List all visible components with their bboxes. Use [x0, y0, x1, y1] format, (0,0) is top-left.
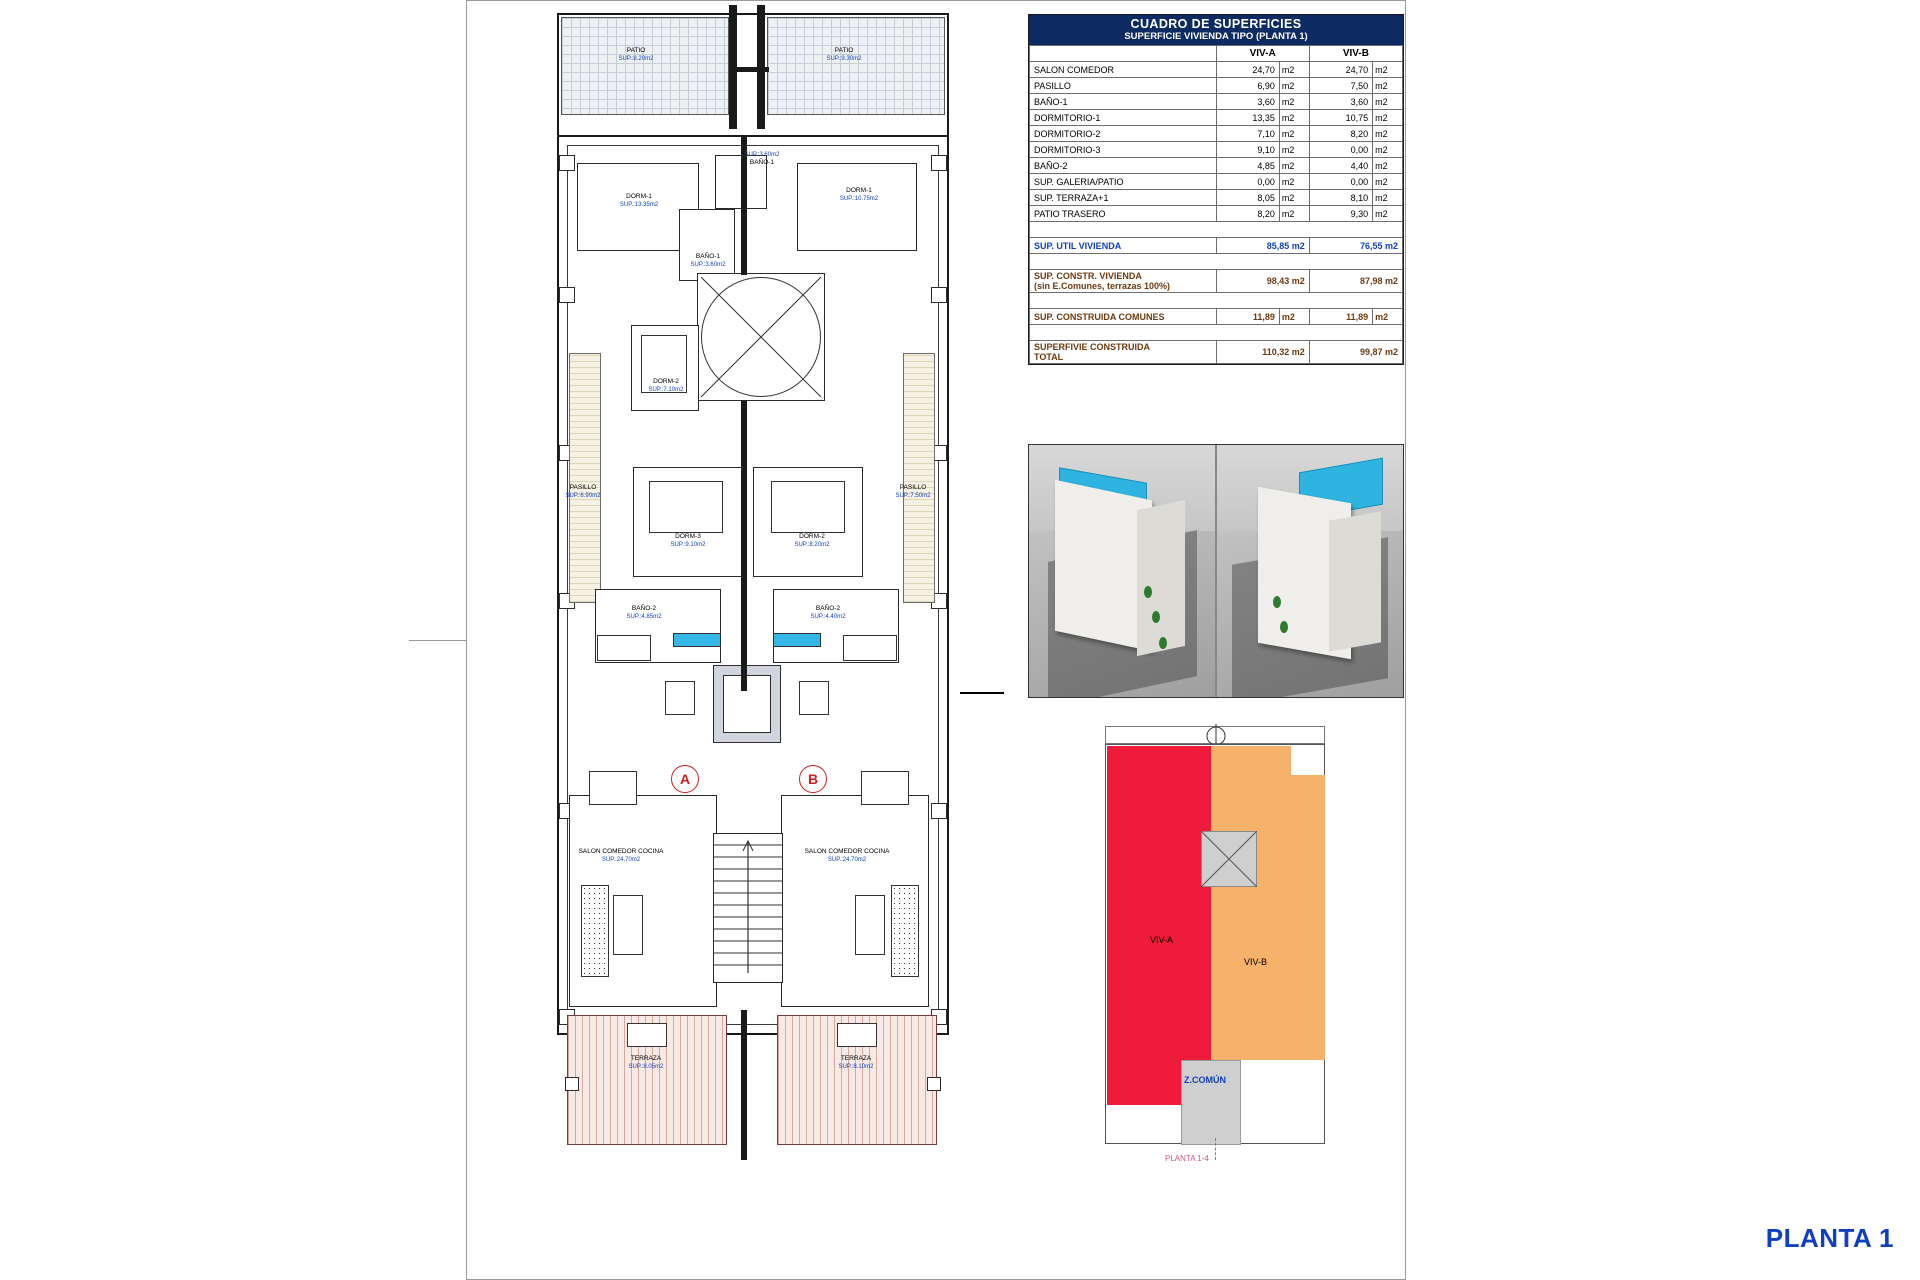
terrace-table-right [837, 1023, 877, 1047]
table-row: BAÑO-2 4,85 m2 4,40 m2 [1030, 158, 1403, 174]
key-plan-label-viv-b: VIV-B [1244, 957, 1268, 967]
kitchen-sink-right [773, 633, 821, 647]
render-image-right [1217, 445, 1403, 697]
terrace-table-left [627, 1023, 667, 1047]
dining-table-left [589, 771, 637, 805]
surfaces-table-grid [1029, 45, 1403, 364]
pillar [931, 803, 947, 819]
table-total-row-comunes: SUP. CONSTRUIDA COMUNES 11,89 m2 11,89 m2 [1030, 309, 1403, 325]
key-plan-zone-a-top [1107, 746, 1211, 776]
render-images [1028, 444, 1404, 698]
label-dorm-1-right: DORM-1 SUP.:10.75m2 [839, 187, 879, 202]
table-row: BAÑO-1 3,60 m2 3,60 m2 [1030, 94, 1403, 110]
wall-center-mid [741, 401, 747, 691]
key-plan-zone-b [1211, 775, 1325, 1060]
label-patio-left: PATIO SUP.:8.20m2 [618, 47, 654, 62]
kitchen-sink-left [673, 633, 721, 647]
coffee-table-left [613, 895, 643, 955]
total-label-1: SUPERFIVIE CONSTRUIDA [1034, 342, 1151, 352]
pillar [927, 1077, 941, 1091]
room-dorm-1-right [797, 163, 917, 251]
table-row: DORMITORIO-1 13,35 m2 10,75 m2 [1030, 110, 1403, 126]
wall-top-cross [729, 67, 769, 72]
label-dorm-2-right: DORM-2 SUP.:8.20m2 [794, 533, 830, 548]
label-bano-2-left: BAÑO-2 SUP.:4.85m2 [626, 605, 662, 620]
label-dorm-3-left: DORM-3 SUP.:9.10m2 [670, 533, 706, 548]
unit-badge-a: A [671, 765, 699, 793]
side-strip-left [569, 353, 601, 603]
table-row: SALON COMEDOR 24,70 m2 24,70 m2 [1030, 62, 1403, 78]
render-building-side [1329, 511, 1381, 651]
table-total-row-total: SUPERFIVIE CONSTRUIDA TOTAL 110,32 m2 99,87 m2 [1030, 341, 1403, 364]
table-spacer [1030, 254, 1403, 270]
sofa-right [891, 885, 919, 977]
pillar [559, 287, 575, 303]
surfaces-table-header [1029, 15, 1403, 45]
label-bano-1-right: SUP.:3.60m2 BAÑO-1 [744, 152, 780, 166]
key-plan-label-viv-a: VIV-A [1150, 935, 1174, 945]
total-label-2: TOTAL [1034, 352, 1064, 362]
key-plan-zone-b-top [1211, 746, 1291, 776]
constr-label-2: (sin E.Comunes, terrazas 100%) [1034, 281, 1171, 291]
table-spacer [1030, 222, 1403, 238]
table-spacer [1030, 325, 1403, 341]
render-tree [1159, 637, 1167, 649]
label-bano-1-left: BAÑO-1 SUP.:3.60m2 [690, 253, 726, 268]
table-row: DORMITORIO-3 9,10 m2 0,00 m2 [1030, 142, 1403, 158]
left-tick-line [409, 640, 466, 641]
entry-left [665, 681, 695, 715]
key-plan-patio-cross [1201, 831, 1257, 887]
key-plan-footer: PLANTA 1-4 [1165, 1154, 1209, 1163]
surfaces-table-subtitle: SUPERFICIE VIVIENDA TIPO (PLANTA 1) [1124, 31, 1308, 42]
patio-right-area [767, 17, 945, 115]
bed-dorm-2-right [771, 481, 845, 533]
label-dorm-1-left: DORM-1 SUP.:13.35m2 [619, 193, 659, 208]
col-header-viv-b: VIV-B [1309, 46, 1402, 62]
col-header-label [1030, 46, 1217, 62]
stair-steps [713, 833, 783, 983]
elevator-cabin [723, 675, 771, 733]
kitchen-counter-right [843, 635, 897, 661]
constr-label-1: SUP. CONSTR. VIVIENDA [1034, 271, 1142, 281]
pillar [565, 1077, 579, 1091]
label-salon-right: SALON COMEDOR COCINA SUP.:24.70m2 [804, 848, 890, 863]
entry-right [799, 681, 829, 715]
col-header-viv-a: VIV-A [1216, 46, 1309, 62]
key-plan-common-zone [1181, 1060, 1241, 1145]
table-row: SUP. TERRAZA+1 8,05 m2 8,10 m2 [1030, 190, 1403, 206]
floor-plan [545, 5, 990, 1210]
surfaces-table-title: CUADRO DE SUPERFICIES [1130, 17, 1302, 31]
table-total-row-util: SUP. UTIL VIVIENDA 85,85 m2 76,55 m2 [1030, 238, 1403, 254]
render-building-side [1137, 500, 1185, 656]
label-pasillo-right: PASILLO SUP.:7.50m2 [895, 484, 931, 499]
table-header-row [1030, 46, 1403, 62]
sofa-left [581, 885, 609, 977]
key-plan-outline [1105, 744, 1325, 1144]
render-tree [1152, 611, 1160, 623]
label-salon-left: SALON COMEDOR COCINA SUP.:24.70m2 [578, 848, 664, 863]
table-row: SUP. GALERIA/PATIO 0,00 m2 0,00 m2 [1030, 174, 1403, 190]
label-pasillo-left: PASILLO SUP.:6.90m2 [565, 484, 601, 499]
dining-table-right [861, 771, 909, 805]
wall-center-bottom [741, 1010, 747, 1160]
pillar [559, 155, 575, 171]
bed-dorm-3-left [649, 481, 723, 533]
circular-stair-cross [701, 277, 821, 397]
page-title: PLANTA 1 [1765, 1223, 1894, 1253]
pillar [931, 155, 947, 171]
table-row: PATIO TRASERO 8,20 m2 9,30 m2 [1030, 206, 1403, 222]
unit-badge-b: B [799, 765, 827, 793]
label-terraza-right: TERRAZA SUP.:8.10m2 [838, 1055, 874, 1070]
render-tree [1273, 596, 1281, 608]
label-bano-2-right: BAÑO-2 SUP.:4.40m2 [810, 605, 846, 620]
table-row: DORMITORIO-2 7,10 m2 8,20 m2 [1030, 126, 1403, 142]
patio-left-area [561, 17, 729, 115]
label-terraza-left: TERRAZA SUP.:8.05m2 [628, 1055, 664, 1070]
kitchen-counter-left [597, 635, 651, 661]
render-image-left [1029, 445, 1215, 697]
pillar [931, 287, 947, 303]
room-bano-1-left [679, 209, 735, 281]
key-plan [1105, 722, 1325, 1172]
key-plan-label-comun: Z.COMÚN [1184, 1075, 1226, 1085]
key-plan-axis-line [1215, 1138, 1216, 1160]
table-row: PASILLO 6,90 m2 7,50 m2 [1030, 78, 1403, 94]
label-patio-right: PATIO SUP.:9.30m2 [826, 47, 862, 62]
surfaces-table [1028, 14, 1404, 365]
label-dorm-2-left: DORM-2 SUP.:7.10m2 [648, 378, 684, 393]
table-spacer [1030, 293, 1403, 309]
table-total-row-constr: SUP. CONSTR. VIVIENDA (sin E.Comunes, terrazas 100%) 98,43 m2 87,98 m2 [1030, 270, 1403, 293]
side-strip-right [903, 353, 935, 603]
coffee-table-right [855, 895, 885, 955]
